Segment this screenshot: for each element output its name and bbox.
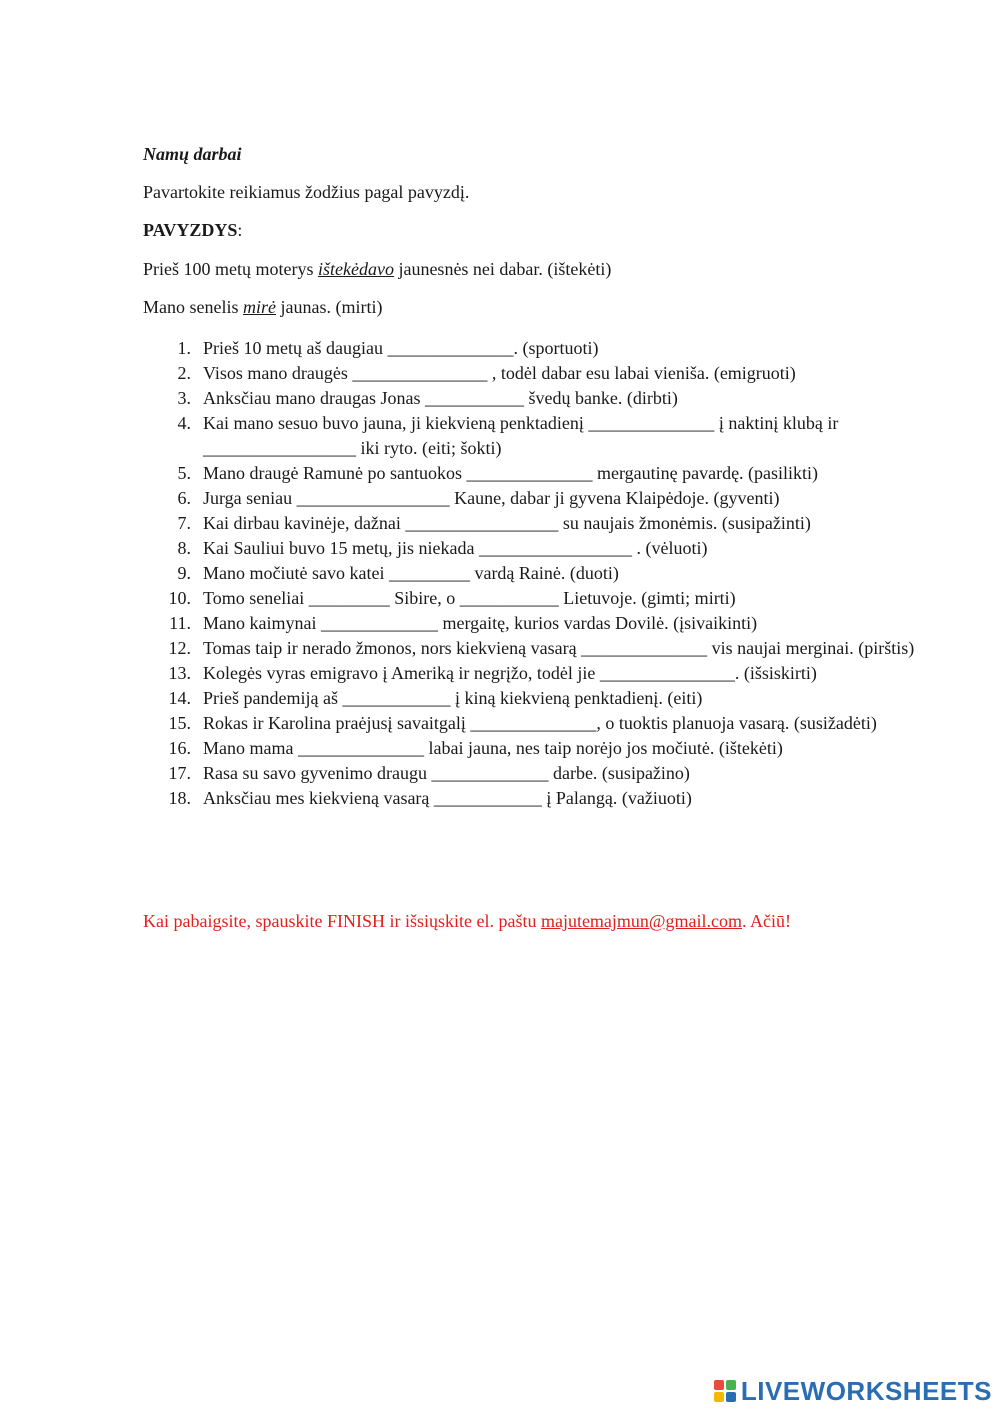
exercise-item — [143, 786, 943, 811]
exercise-number: 15. — [168, 713, 191, 733]
exercise-text: Tomo seneliai _________ Sibire, o ___________ Lietuvoje. (gimti; mirti) — [203, 588, 736, 608]
example-label: PAVYZDYS — [143, 220, 238, 240]
exercise-item — [143, 536, 943, 561]
exercise-text: Kai mano sesuo buvo jauna, ji kiekvieną penktadienį ______________ į naktinį klubą ir _________________ iki ryto. (eiti; šokti) — [203, 413, 839, 458]
exercise-item — [143, 486, 943, 511]
exercise-text: Tomas taip ir nerado žmonos, nors kiekvieną vasarą ______________ vis naujai merginai. (pirštis) — [203, 638, 915, 658]
exercise-number: 4. — [177, 413, 191, 433]
exercise-item — [143, 611, 943, 636]
exercise-text: Kolegės vyras emigravo į Ameriką ir negrįžo, todėl jie _______________. (išsiskirti) — [203, 663, 817, 683]
exercise-number: 6. — [177, 488, 191, 508]
example-2-word: mirė — [242, 297, 276, 317]
exercise-number: 1. — [177, 338, 191, 358]
exercise-item — [143, 411, 943, 461]
exercise-text: Mano draugė Ramunė po santuokos ______________ mergautinę pavardę. (pasilikti) — [203, 463, 819, 483]
exercise-number: 12. — [168, 638, 191, 658]
exercise-number: 16. — [168, 738, 191, 758]
liveworksheets-logo-icon — [714, 1380, 738, 1404]
exercise-text: Anksčiau mano draugas Jonas ___________ švedų banke. (dirbti) — [203, 388, 678, 408]
exercise-number: 3. — [177, 388, 191, 408]
exercise-text: Jurga seniau _________________ Kaune, dabar ji gyvena Klaipėdoje. (gyventi) — [203, 488, 780, 508]
exercise-text: Mano močiutė savo katei _________ vardą Rainė. (duoti) — [203, 563, 619, 583]
exercise-text: Kai dirbau kavinėje, dažnai _________________ su naujais žmonėmis. (susipažinti) — [203, 513, 811, 533]
exercise-text: Mano kaimynai _____________ mergaitę, kurios vardas Dovilė. (įsivaikinti) — [203, 613, 758, 633]
exercise-number: 11. — [169, 613, 191, 633]
exercise-number: 8. — [177, 538, 191, 558]
brand-name: LIVEWORKSHEETS — [740, 1376, 992, 1406]
exercise-item — [143, 686, 943, 711]
example-line-1 — [143, 259, 611, 280]
example-1-after: jaunesnės nei dabar. (ištekėti) — [393, 259, 612, 279]
example-heading — [143, 220, 242, 241]
example-line-2 — [143, 297, 382, 318]
exercise-text: Mano mama ______________ labai jauna, nes taip norėjo jos močiutė. (ištekėti) — [203, 738, 783, 758]
example-1-word: ištekėdavo — [317, 259, 394, 279]
liveworksheets-brand — [714, 1376, 992, 1407]
exercise-number: 10. — [168, 588, 191, 608]
exercise-number: 13. — [168, 663, 191, 683]
example-1-before: Prieš 100 metų moterys — [143, 259, 318, 279]
exercise-item — [143, 661, 943, 686]
exercise-number: 14. — [168, 688, 191, 708]
footer-thanks: . Ačiū! — [742, 911, 791, 931]
page-title: Namų darbai — [143, 144, 242, 164]
exercise-number: 18. — [168, 788, 191, 808]
exercise-number: 7. — [177, 513, 191, 533]
exercise-item — [143, 461, 943, 486]
exercise-text: Prieš 10 metų aš daugiau ______________. (sportuoti) — [203, 338, 599, 358]
exercise-item — [143, 336, 943, 361]
exercise-item — [143, 511, 943, 536]
footer-note — [143, 911, 791, 932]
exercise-number: 5. — [177, 463, 191, 483]
exercise-item — [143, 736, 943, 761]
exercise-item — [143, 636, 943, 661]
example-2-after: jaunas. (mirti) — [275, 297, 383, 317]
footer-text: Kai pabaigsite, spauskite FINISH ir išsiųskite el. paštu — [143, 911, 541, 931]
exercise-item — [143, 711, 943, 736]
exercise-item — [143, 561, 943, 586]
exercise-text: Rasa su savo gyvenimo draugu _____________ darbe. (susipažino) — [203, 763, 690, 783]
exercise-number: 9. — [177, 563, 191, 583]
exercise-item — [143, 386, 943, 411]
exercise-text: Visos mano draugės _______________ , todėl dabar esu labai vieniša. (emigruoti) — [203, 363, 796, 383]
exercise-text: Prieš pandemiją aš ____________ į kiną kiekvieną penktadienį. (eiti) — [203, 688, 703, 708]
exercise-number: 17. — [168, 763, 191, 783]
exercise-text: Rokas ir Karolina praėjusį savaitgalį ______________, o tuoktis planuoja vasarą. (susižadėti) — [203, 713, 877, 733]
exercise-number: 2. — [177, 363, 191, 383]
example-2-before: Mano senelis — [143, 297, 243, 317]
example-colon: : — [237, 220, 243, 240]
instruction-text: Pavartokite reikiamus žodžius pagal pavyzdį. — [143, 182, 470, 202]
exercise-item — [143, 761, 943, 786]
exercise-text: Anksčiau mes kiekvieną vasarą ____________ į Palangą. (važiuoti) — [203, 788, 692, 808]
exercise-text: Kai Sauliui buvo 15 metų, jis niekada _________________ . (vėluoti) — [203, 538, 708, 558]
email-link[interactable]: majutemajmun@gmail.com — [540, 911, 742, 931]
exercise-item — [143, 586, 943, 611]
exercise-item — [143, 361, 943, 386]
exercise-list — [143, 336, 943, 811]
